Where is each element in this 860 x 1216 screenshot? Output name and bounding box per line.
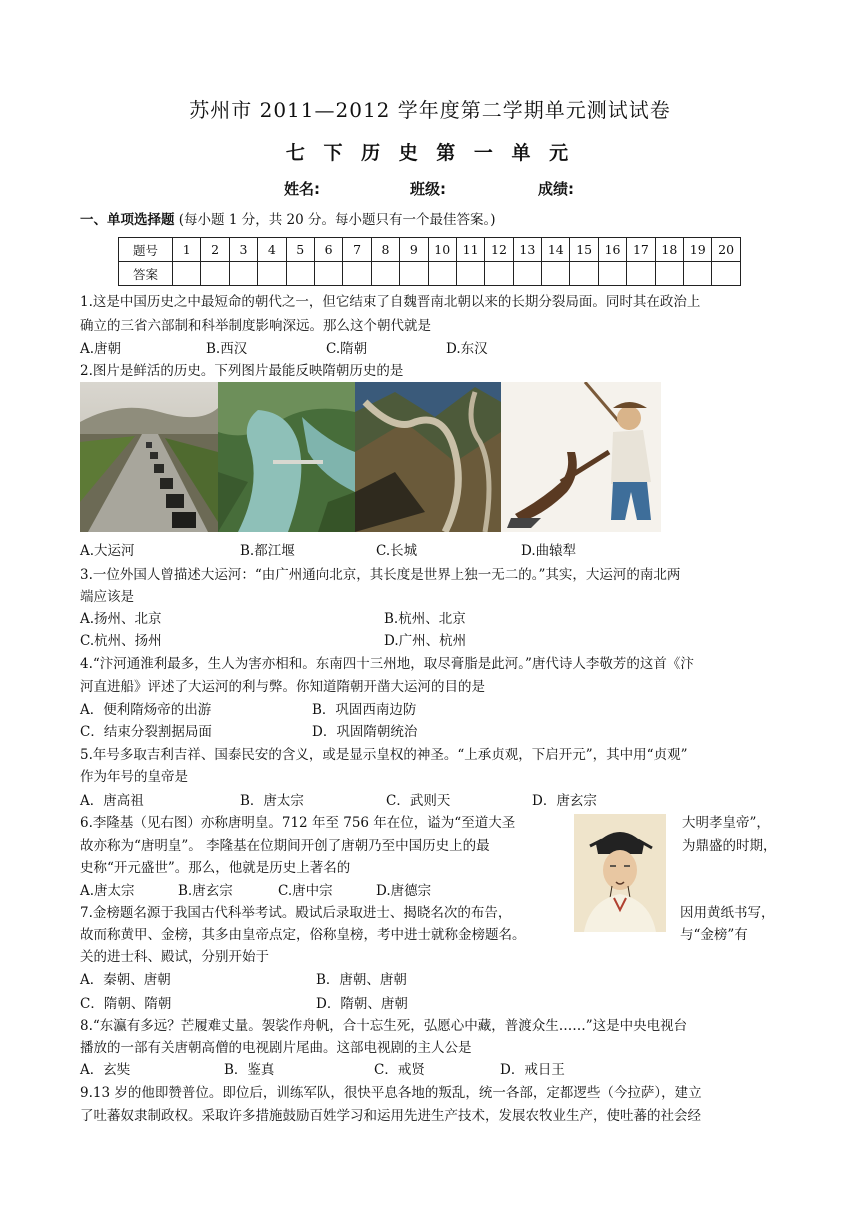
answer-cell[interactable] bbox=[627, 262, 655, 286]
question-number-cell: 1 bbox=[173, 238, 201, 262]
question-4-option-a: A．便利隋炀帝的出游 bbox=[80, 702, 212, 718]
question-7-option-d: D．隋朝、唐朝 bbox=[316, 996, 408, 1012]
question-7-text: 7.金榜题名源于我国古代科举考试。殿试后录取进士、揭晓名次的布告， bbox=[80, 905, 512, 921]
question-7-text-cont: 故而称黄甲、金榜，其多由皇帝点定，俗称皇榜，考中进士就称金榜题名。 bbox=[80, 927, 526, 943]
table-row bbox=[119, 262, 741, 286]
answer-cell[interactable] bbox=[400, 262, 428, 286]
question-9-text: 9.13 岁的他即赞普位。即位后，训练军队，很快平息各地的叛乱，统一各部，定都逻些（今拉萨），建立 bbox=[80, 1085, 702, 1101]
exam-title: 苏州市 2011—2012 学年度第二学期单元测试试卷 bbox=[189, 98, 671, 122]
question-1-text: 1.这是中国历史之中最短命的朝代之一，但它结束了自魏晋南北朝以来的长期分裂局面。同时其在政治上 bbox=[80, 294, 701, 310]
question-number-cell: 8 bbox=[371, 238, 399, 262]
question-8-text-cont: 播放的一部有关唐朝高僧的电视剧片尾曲。这部电视剧的主人公是 bbox=[80, 1040, 472, 1056]
answer-cell[interactable] bbox=[456, 262, 484, 286]
question-7-option-a: A．秦朝、唐朝 bbox=[80, 972, 171, 988]
answer-cell[interactable] bbox=[570, 262, 598, 286]
question-5-text-cont: 作为年号的皇帝是 bbox=[80, 769, 188, 785]
question-4-text-cont: 河直进船》评述了大运河的利与弊。你知道隋朝开凿大运河的目的是 bbox=[80, 679, 485, 695]
question-4-option-c: C．结束分裂割据局面 bbox=[80, 724, 212, 740]
question-6-text-right: 大明孝皇帝”， bbox=[682, 815, 770, 831]
question-5-option-a: A．唐高祖 bbox=[80, 793, 144, 809]
question-7-text-end: 关的进士科、殿试，分别开始于 bbox=[80, 949, 269, 965]
question-8-option-c: C．戒贤 bbox=[374, 1062, 425, 1078]
emperor-portrait bbox=[574, 814, 666, 932]
question-7-text-right: 因用黄纸书写， bbox=[680, 905, 775, 921]
question-6-text-end: 史称“开元盛世”。那么，他就是历史上著名的 bbox=[80, 860, 351, 876]
section-title: 一、单项选择题 bbox=[80, 212, 175, 228]
question-6-option-d: D.唐德宗 bbox=[376, 883, 432, 899]
question-number-cell: 11 bbox=[456, 238, 484, 262]
question-number-cell: 20 bbox=[712, 238, 740, 262]
answer-cell[interactable] bbox=[684, 262, 712, 286]
question-number-cell: 12 bbox=[485, 238, 513, 262]
answer-cell[interactable] bbox=[371, 262, 399, 286]
question-8-text: 8.“东瀛有多远？芒履难丈量。袈裟作舟帆，合十忘生死，弘愿心中藏，普渡众生……”这是中央电视台 bbox=[80, 1018, 688, 1034]
question-number-cell: 16 bbox=[598, 238, 626, 262]
question-number-cell: 7 bbox=[343, 238, 371, 262]
question-1-option-a: A.唐朝 bbox=[80, 341, 122, 357]
question-number-cell: 6 bbox=[314, 238, 342, 262]
question-9-text-cont: 了吐蕃奴隶制政权。采取许多措施鼓励百姓学习和运用先进生产技术，发展农牧业生产，使吐蕃的社会经 bbox=[80, 1108, 701, 1124]
question-5-option-b: B．唐太宗 bbox=[240, 793, 304, 809]
question-number-cell: 18 bbox=[655, 238, 683, 262]
question-4-option-d: D．巩固隋朝统治 bbox=[312, 724, 418, 740]
answer-cell[interactable] bbox=[286, 262, 314, 286]
answer-cell[interactable] bbox=[513, 262, 541, 286]
question-5-text: 5.年号多取吉利吉祥、国泰民安的含义，或是显示皇权的神圣。“上承贞观，下启开元”，其中用“贞观” bbox=[80, 747, 688, 763]
table-header-cell: 题号 bbox=[119, 238, 173, 262]
score-label: 成绩: bbox=[538, 180, 574, 198]
question-4-text: 4.“汴河通淮利最多，生人为害亦相和。东南四十三州地，取尽膏脂是此河。”唐代诗人李敬芳的这首《汴 bbox=[80, 656, 694, 672]
question-6-text-cont-right: 为鼎盛的时期， bbox=[682, 838, 777, 854]
question-number-cell: 19 bbox=[684, 238, 712, 262]
question-2-option-d: D.曲辕犁 bbox=[521, 543, 577, 559]
answer-cell[interactable] bbox=[485, 262, 513, 286]
question-8-option-d: D．戒日王 bbox=[500, 1062, 565, 1078]
question-3-option-d: D.广州、杭州 bbox=[384, 633, 467, 649]
question-3-option-b: B.杭州、北京 bbox=[384, 611, 466, 627]
question-1-option-c: C.隋朝 bbox=[326, 341, 368, 357]
answer-table bbox=[118, 237, 741, 286]
question-2-option-c: C.长城 bbox=[376, 543, 418, 559]
answer-cell[interactable] bbox=[173, 262, 201, 286]
answer-cell[interactable] bbox=[201, 262, 229, 286]
question-3-option-c: C.杭州、扬州 bbox=[80, 633, 162, 649]
answer-cell[interactable] bbox=[229, 262, 257, 286]
question-6-text: 6.李隆基（见右图）亦称唐明皇。712 年至 756 年在位，谥为“至道大圣 bbox=[80, 815, 516, 831]
question-number-cell: 5 bbox=[286, 238, 314, 262]
curved-plough-illustration bbox=[501, 382, 661, 532]
question-5-option-c: C．武则天 bbox=[386, 793, 451, 809]
table-row bbox=[119, 238, 741, 262]
question-2-text: 2.图片是鲜活的历史。下列图片最能反映隋朝历史的是 bbox=[80, 363, 404, 379]
answer-cell[interactable] bbox=[712, 262, 740, 286]
question-7-option-c: C．隋朝、隋朝 bbox=[80, 996, 172, 1012]
question-1-text-cont: 确立的三省六部制和科举制度影响深远。那么这个朝代就是 bbox=[80, 318, 431, 334]
question-number-cell: 4 bbox=[258, 238, 286, 262]
name-label: 姓名: bbox=[284, 180, 320, 198]
question-number-cell: 2 bbox=[201, 238, 229, 262]
answer-cell[interactable] bbox=[598, 262, 626, 286]
section-note: (每小题 1 分，共 20 分。每小题只有一个最佳答案。) bbox=[174, 212, 496, 228]
question-number-cell: 13 bbox=[513, 238, 541, 262]
question-number-cell: 3 bbox=[229, 238, 257, 262]
question-number-cell: 10 bbox=[428, 238, 456, 262]
grand-canal-photo bbox=[80, 382, 218, 532]
question-3-text-cont: 端应该是 bbox=[80, 589, 134, 605]
question-3-option-a: A.扬州、北京 bbox=[80, 611, 162, 627]
question-7-option-b: B．唐朝、唐朝 bbox=[316, 972, 407, 988]
question-2-option-b: B.都江堰 bbox=[240, 543, 295, 559]
question-6-option-a: A.唐太宗 bbox=[80, 883, 135, 899]
exam-subtitle: 七 下 历 史 第 一 单 元 bbox=[285, 142, 575, 164]
table-header-cell: 答案 bbox=[119, 262, 173, 286]
dujiangyan-photo bbox=[218, 382, 355, 532]
answer-cell[interactable] bbox=[655, 262, 683, 286]
great-wall-photo bbox=[355, 382, 501, 532]
answer-cell[interactable] bbox=[314, 262, 342, 286]
question-8-option-a: A．玄奘 bbox=[80, 1062, 131, 1078]
question-number-cell: 14 bbox=[542, 238, 570, 262]
question-6-option-c: C.唐中宗 bbox=[278, 883, 333, 899]
answer-cell[interactable] bbox=[258, 262, 286, 286]
question-8-option-b: B．鉴真 bbox=[224, 1062, 275, 1078]
question-6-option-b: B.唐玄宗 bbox=[178, 883, 233, 899]
class-label: 班级: bbox=[410, 180, 446, 198]
question-7-text-cont-right: 与“金榜”有 bbox=[680, 927, 748, 943]
answer-cell[interactable] bbox=[343, 262, 371, 286]
question-5-option-d: D．唐玄宗 bbox=[532, 793, 597, 809]
question-3-text: 3.一位外国人曾描述大运河：“由广州通向北京，其长度是世界上独一无二的。”其实，大运河的南北两 bbox=[80, 567, 681, 583]
question-6-text-cont: 故亦称为“唐明皇”。 李隆基在位期间开创了唐朝乃至中国历史上的最 bbox=[80, 838, 490, 854]
section-heading bbox=[80, 208, 496, 228]
question-number-cell: 17 bbox=[627, 238, 655, 262]
question-1-option-d: D.东汉 bbox=[446, 341, 488, 357]
answer-cell[interactable] bbox=[428, 262, 456, 286]
question-number-cell: 9 bbox=[400, 238, 428, 262]
question-4-option-b: B．巩固西南边防 bbox=[312, 702, 417, 718]
question-2-option-a: A.大运河 bbox=[80, 543, 135, 559]
answer-cell[interactable] bbox=[542, 262, 570, 286]
question-number-cell: 15 bbox=[570, 238, 598, 262]
question-1-option-b: B.西汉 bbox=[206, 341, 248, 357]
